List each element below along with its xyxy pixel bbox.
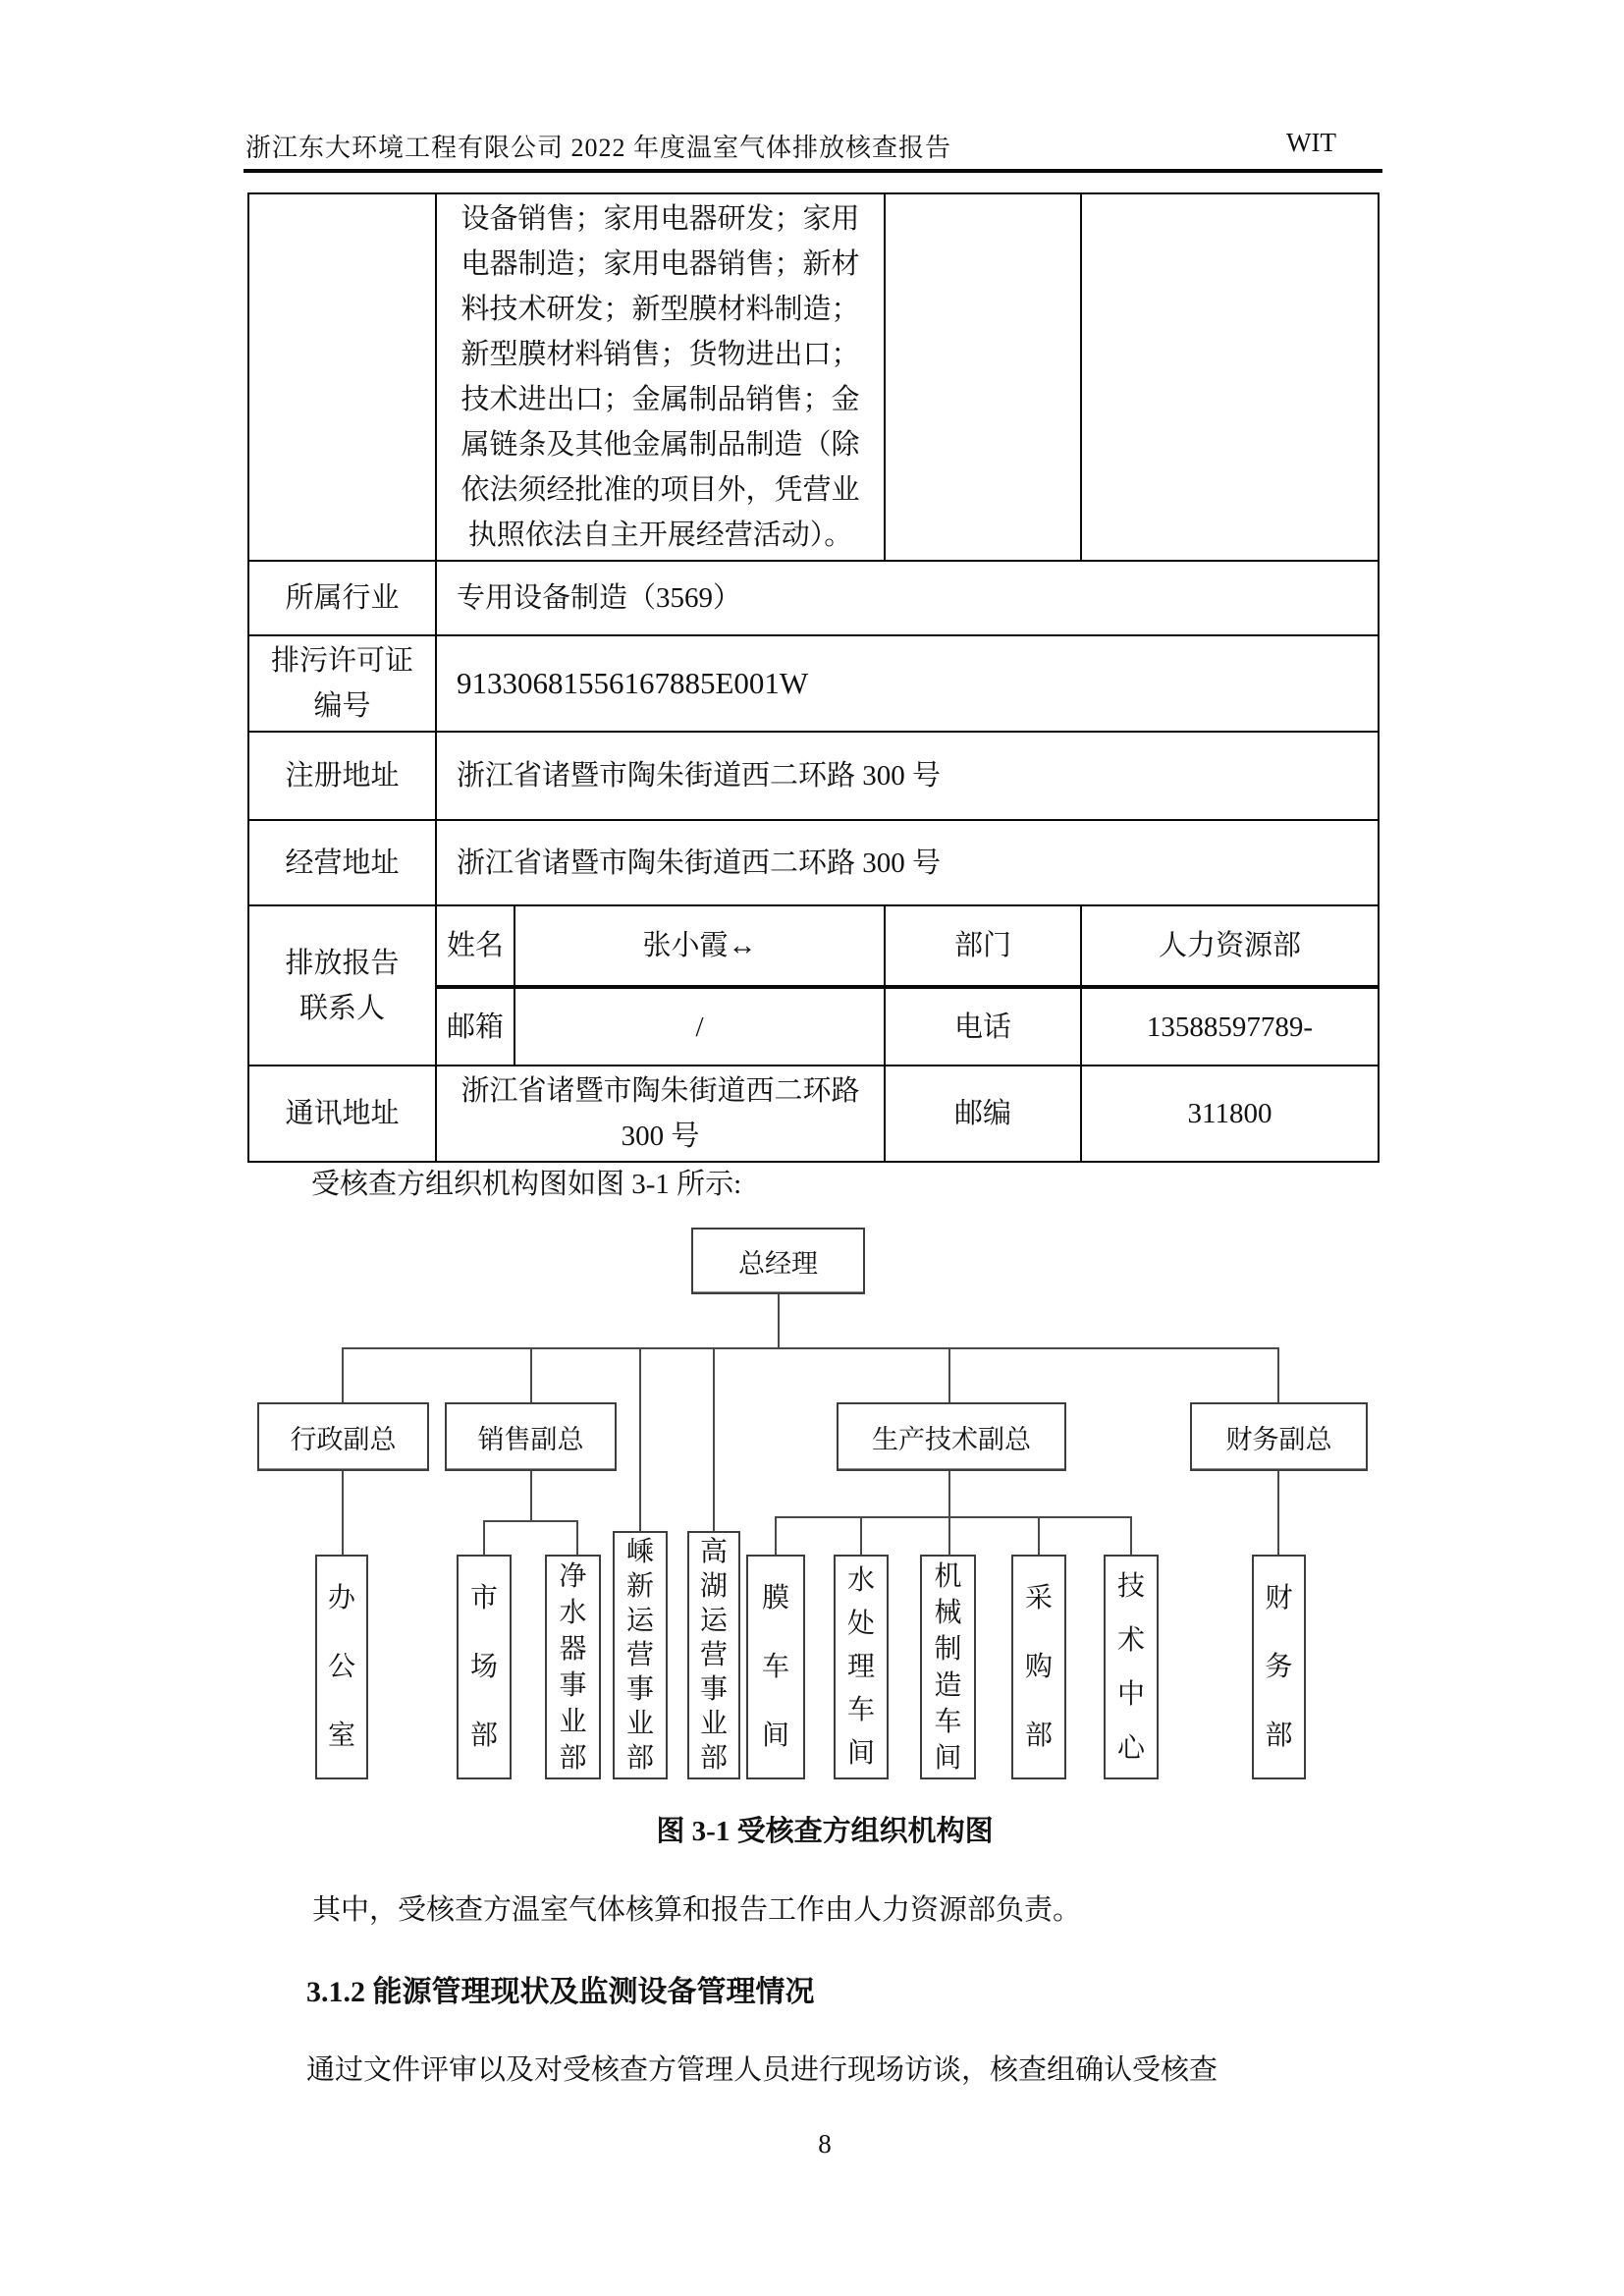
industry-value: 专用设备制造（3569） xyxy=(436,561,1379,635)
empty-cell xyxy=(885,193,1081,561)
connector-line xyxy=(948,1349,950,1402)
company-info-table xyxy=(247,192,1380,1163)
org-node-sales-vp: 销售副总 xyxy=(445,1402,617,1471)
connector-line xyxy=(342,1349,344,1402)
connector-line xyxy=(775,1518,777,1555)
table-row xyxy=(248,561,1379,635)
org-node-shengxin-div: 嵊新运营事业部 xyxy=(613,1531,668,1779)
business-address-label: 经营地址 xyxy=(248,820,436,905)
connector-line xyxy=(576,1522,578,1555)
empty-cell xyxy=(1081,193,1379,561)
email-value: / xyxy=(514,987,885,1066)
header-mark: WIT xyxy=(1286,128,1336,157)
business-address-value: 浙江省诸暨市陶朱街道西二环路 300 号 xyxy=(436,820,1379,905)
connector-line xyxy=(1277,1471,1279,1555)
permit-value: 91330681556167885E001W xyxy=(436,635,1379,732)
connector-line xyxy=(948,1518,950,1555)
org-node-finance-dept: 财务部 xyxy=(1252,1555,1306,1779)
email-label: 邮箱 xyxy=(436,987,514,1066)
phone-value: 13588597789- xyxy=(1081,987,1379,1066)
connector-line xyxy=(860,1518,862,1555)
org-node-water-purifier-div: 净水器事业部 xyxy=(545,1555,601,1779)
org-node-root: 总经理 xyxy=(691,1228,865,1294)
connector-line xyxy=(639,1349,641,1531)
connector-line xyxy=(948,1471,950,1516)
table-row xyxy=(248,732,1379,820)
connector-line xyxy=(1277,1349,1279,1402)
table-row xyxy=(248,905,1379,987)
phone-label: 电话 xyxy=(885,987,1081,1066)
org-node-finance-vp: 财务副总 xyxy=(1190,1402,1368,1471)
name-value: 张小霞↔ xyxy=(514,905,885,987)
connector-line xyxy=(342,1471,344,1555)
industry-label: 所属行业 xyxy=(248,561,436,635)
zip-label: 邮编 xyxy=(885,1066,1081,1162)
connector-line xyxy=(483,1522,485,1555)
body-paragraph: 通过文件评审以及对受核查方管理人员进行现场访谈，核查组确认受核查 xyxy=(306,2054,1218,2086)
org-node-gaohu-div: 高湖运营事业部 xyxy=(687,1531,740,1779)
registered-address-value: 浙江省诸暨市陶朱街道西二环路 300 号 xyxy=(436,732,1379,820)
registered-address-label: 注册地址 xyxy=(248,732,436,820)
connector-line xyxy=(342,1347,1279,1349)
org-node-water-treatment-workshop: 水处理车间 xyxy=(834,1555,889,1779)
org-node-production-vp: 生产技术副总 xyxy=(837,1402,1066,1471)
connector-line xyxy=(775,1516,1132,1518)
permit-label: 排污许可证 编号 xyxy=(248,635,436,732)
table-row xyxy=(248,1066,1379,1162)
connector-line xyxy=(530,1349,532,1402)
page-number: 8 xyxy=(818,2129,832,2159)
org-node-tech-center: 技术中心 xyxy=(1104,1555,1159,1779)
postal-address-value: 浙江省诸暨市陶朱街道西二环路 300 号 xyxy=(436,1066,885,1162)
dept-label: 部门 xyxy=(885,905,1081,987)
org-node-machinery-workshop: 机械制造车间 xyxy=(920,1555,976,1779)
header-title: 浙江东大环境工程有限公司 2022 年度温室气体排放核查报告 xyxy=(245,134,952,162)
connector-line xyxy=(530,1471,532,1520)
section-heading: 3.1.2 能源管理现状及监测设备管理情况 xyxy=(306,1976,815,2008)
scope-label-cell xyxy=(248,193,436,561)
figure-caption: 图 3-1 受核查方组织机构图 xyxy=(656,1816,994,1847)
header-rule xyxy=(244,169,1382,173)
connector-line xyxy=(1038,1518,1040,1555)
dept-value: 人力资源部 xyxy=(1081,905,1379,987)
org-node-membrane-workshop: 膜车间 xyxy=(746,1555,805,1779)
org-node-office: 办公室 xyxy=(315,1555,368,1779)
responsibility-paragraph: 其中，受核查方温室气体核算和报告工作由人力资源部负责。 xyxy=(312,1894,1082,1926)
name-label: 姓名 xyxy=(436,905,514,987)
zip-value: 311800 xyxy=(1081,1066,1379,1162)
connector-line xyxy=(778,1294,780,1347)
connector-line xyxy=(713,1349,715,1531)
org-node-admin-vp: 行政副总 xyxy=(257,1402,429,1471)
table-row xyxy=(248,820,1379,905)
postal-address-label: 通讯地址 xyxy=(248,1066,436,1162)
org-node-market-dept: 市场部 xyxy=(457,1555,512,1779)
org-node-purchasing-dept: 采购部 xyxy=(1011,1555,1066,1779)
intro-text: 受核查方组织机构图如图 3-1 所示: xyxy=(311,1169,742,1200)
contact-label: 排放报告 联系人 xyxy=(248,905,436,1066)
table-row xyxy=(248,635,1379,732)
business-scope-cell: 设备销售；家用电器研发；家用电器制造；家用电器销售；新材料技术研发；新型膜材料制造；新型膜材料销售；货物进出口；技术进出口；金属制品销售；金属链条及其他金属制品制造（除依法须经批准的项目外，凭营业执照依法自主开展经营活动）。 xyxy=(436,193,885,561)
connector-line xyxy=(483,1520,578,1522)
table-row xyxy=(248,193,1379,561)
connector-line xyxy=(1130,1518,1132,1555)
